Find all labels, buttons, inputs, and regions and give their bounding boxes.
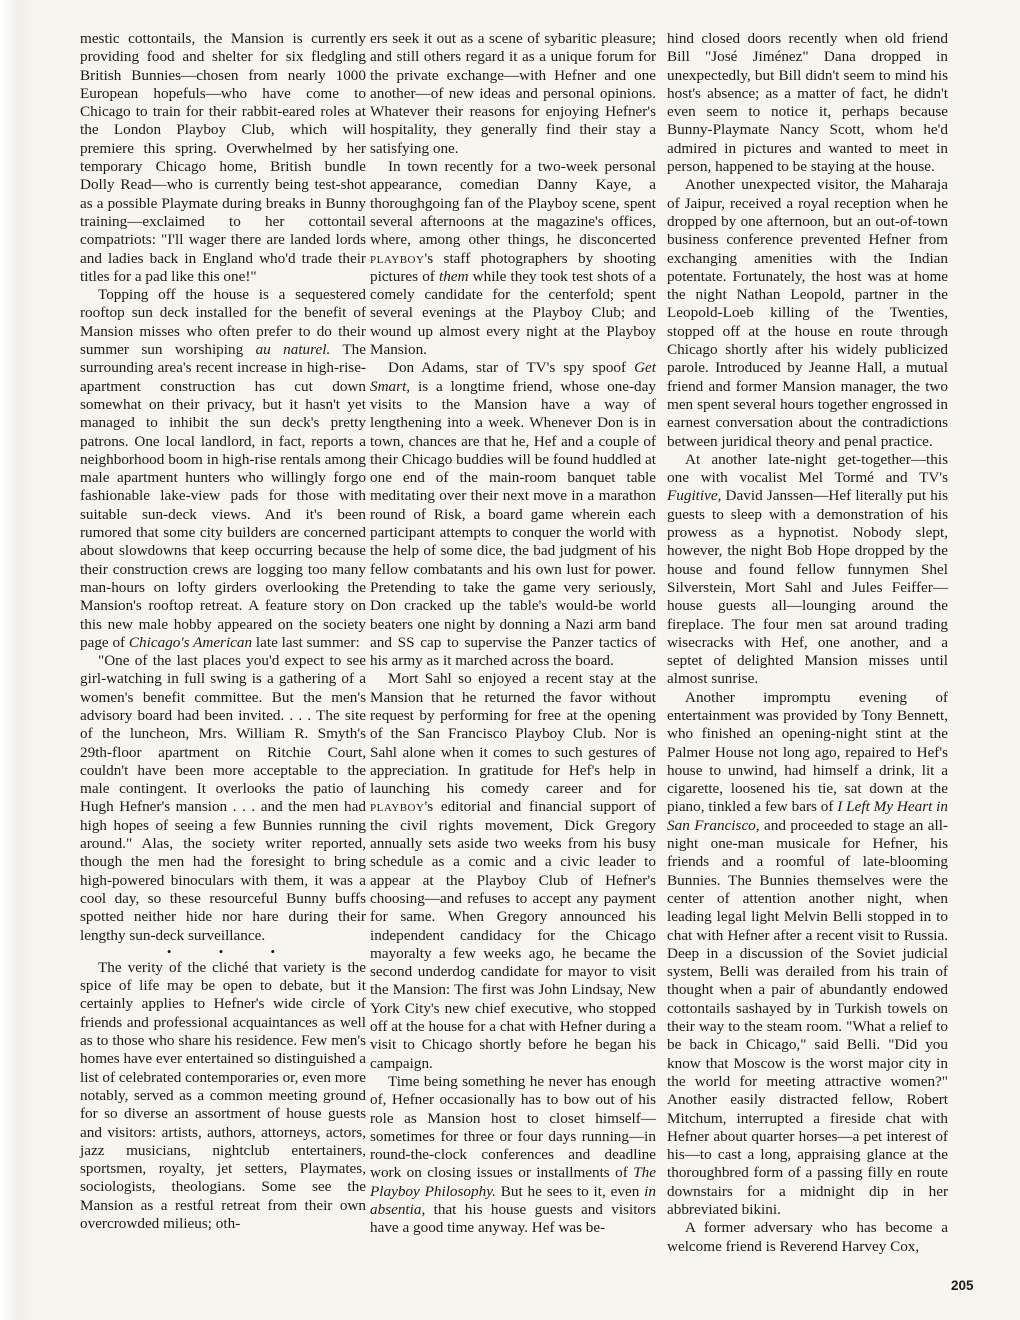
paragraph: The verity of the cliché that variety is the spice of life may be open to debate, but it certainly applies to Hefner's wide circle of friends and professional acquaintances as well as to those who share his residence. Few men's homes have ever entertained so distinguished a list of celebrated contemporaries or, even more notably, served as a common meeting ground for so diverse an assortment of house guests and visitors: artists, authors, attorneys, actors, jazz musicians, nightclub entertainers, sportsmen, royalty, jet setters, Playmates, sociologists, theologians. Some see the Mansion as a restful retreat from their own overcrowded milieus; oth- [80, 958, 366, 1232]
paragraph: Another impromptu evening of entertainment was provided by Tony Bennett, who finished an opening-night stint at the Palmer House not long ago, repaired to Hef's house to unwind, had himself a drink, lit a cigarette, loosened his tie, sat down at the piano, tinkled a few bars of I Left My Heart in San Francisco, and proceeded to stage an all-night one-man musicale for Hefner, his friends and a roomful of late-blooming Bunnies. The Bunnies themselves were the center of attention another night, when leading legal light Melvin Belli stopped in to chat with Hefner after a recent visit to Russia. Deep in a discussion of the Soviet judicial system, Belli was derailed from his train of thought when a pair of abundantly endowed cottontails sashayed by in Turkish towels on their way to the steam room. "What a relief to be back in Chicago," said Belli. "Did you know that Moscow is the worst major city in the world for meeting attractive women?" Another easily distracted fellow, Robert Mitchum, interrupted a fireside chat with Hefner about quarter horses—a pet interest of his—to cast a long, appraising glance at the thoroughbred form of a passing filly en route downstairs for a midnight dip in her abbreviated bikini. [667, 688, 948, 1218]
paragraph: ers seek it out as a scene of sybaritic pleasure; and still others regard it as a unique forum for the private exchange—with Hefner and one another—of new ideas and personal opinions. Whatever their reasons for enjoying Hefner's hospitality, they generally find their stay a satisfying one. [370, 30, 656, 157]
text-column-3 [667, 30, 948, 1256]
magazine-name: playboy [370, 249, 425, 267]
paragraph: Topping off the house is a sequestered rooftop sun deck installed for the benefit of Mansion misses who often prefer to do their summer sun worshiping au naturel. The surrounding area's recent increase in high-rise-apartment construction has cut down somewhat on their privacy, but it hasn't yet managed to inhibit the sun deck's pretty patrons. One local landlord, in fact, reports a neighborhood boom in high-rise rentals among male apartment hunters who willingly forgo fashionable lake-view pads for those with suitable sun-deck views. And it's been rumored that some city builders are concerned about slowdowns that keep occurring because their construction crews are logging too many man-hours on lofty girders overlooking the Mansion's rooftop retreat. A feature story on this new male hobby appeared on the society page of Chicago's American late last summer: [80, 286, 366, 651]
paragraph: Another unexpected visitor, the Maharaja of Jaipur, received a royal reception when he dropped by one afternoon, but an out-of-town business conference prevented Hefner from exchanging amenities with the Indian potentate. Fortunately, the host was at home the night Nathan Leopold, partner in the Leopold-Loeb killing of the Twenties, stopped off at the house en route through Chicago shortly after his widely publicized parole. Introduced by Jeanne Hall, a mutual friend and former Mansion manager, the two men spent several hours together engrossed in earnest conversation about the contradictions between juridical theory and penal practice. [667, 176, 948, 450]
text-column-2 [370, 30, 656, 1238]
paragraph: hind closed doors recently when old friend Bill "José Jiménez" Dana dropped in unexpectedly, but Bill didn't seem to mind his host's absence; as a matter of fact, he didn't even seem to notice it, perhaps because Bunny-Playmate Nancy Scott, whom he'd admired in pictures and wanted to meet in person, happened to be staying at the house. [667, 30, 948, 176]
magazine-name: playboy [370, 798, 425, 816]
paragraph: At another late-night get-together—this one with vocalist Mel Tormé and TV's Fugitive, David Janssen—Hef literally put his guests to sleep with a demonstration of his prowess as a hypnotist. Nobody slept, however, the night Bob Hope dropped by the house and found fellow funnymen Shel Silverstein, Mort Sahl and Jules Feiffer—house guests all—lounging around the fireplace. The four men sat around trading wisecracks with Hef, one another, and a septet of delighted Mansion misses until almost sunrise. [667, 450, 948, 688]
paragraph: Time being something he never has enough of, Hefner occasionally has to bow out of his role as Mansion host to closet himself—sometimes for three or four days running—in round-the-clock conferences and deadline work on closing issues or installments of The Playboy Philosophy. But he sees to it, even in absentia, that his house guests and visitors have a good time anyway. Hef was be- [370, 1072, 656, 1237]
text-column-1 [80, 30, 366, 1233]
paragraph: Mort Sahl so enjoyed a recent stay at the Mansion that he returned the favor without request by performing for free at the opening of the San Francisco Playboy Club. Nor is Sahl alone when it comes to such gestures of appreciation. In gratitude for Hef's help in launching his comedy career and for playboy's editorial and financial support of the civil rights movement, Dick Gregory annually sets aside two weeks from his busy schedule as a comic and a civic leader to appear at the Playboy Club of Hefner's choosing—and refuses to accept any payment for same. When Gregory announced his independent candidacy for the Chicago mayoralty a few weeks ago, he became the second underdog candidate for mayor to visit the Mansion: The first was John Lindsay, New York City's new chief executive, who stopped off at the house for a chat with Hefner during a visit to Chicago shortly before he began his campaign. [370, 670, 656, 1072]
paragraph: mestic cottontails, the Mansion is currently providing food and shelter for six fledgling British Bunnies—chosen from nearly 1000 European hopefuls—who have come to Chicago to train for their rabbit-eared roles at the London Playboy Club, which will premiere this spring. Overwhelmed by her temporary Chicago home, British bundle Dolly Read—who is currently being test-shot as a possible Playmate during breaks in Bunny training—exclaimed to her cottontail compatriots: "I'll wager there are landed lords and ladies back in England who'd trade their titles for a pad like this one!" [80, 30, 366, 285]
section-separator: • • • [166, 943, 298, 959]
paragraph: In town recently for a two-week personal appearance, comedian Danny Kaye, a thoroughgoing fan of the Playboy scene, spent several afternoons at the magazine's offices, where, among other things, he disconcerted playboy's staff photographers by shooting pictures of them while they took test shots of a comely candidate for the centerfold; spent several evenings at the Playboy Club; and wound up almost every night at the Playboy Mansion. [370, 158, 656, 359]
page-number: 205 [951, 1278, 974, 1293]
paragraph: Don Adams, star of TV's spy spoof Get Smart, is a longtime friend, whose one-day visits to the Mansion have a way of lengthening into a week. Whenever Don is in town, chances are that he, Hef and a couple of their Chicago buddies will be found huddled at one end of the main-room banquet table meditating over their next move in a marathon round of Risk, a board game wherein each participant attempts to conquer the world with the help of some dice, the bad judgment of his fellow combatants and his own lust for power. Pretending to take the game very seriously, Don cracked up the table's would-be world beaters one night by donning a Nazi arm band and SS cap to supervise the Panzer tactics of his army as it marched across the board. [370, 359, 656, 670]
paragraph: A former adversary who has become a welcome friend is Reverend Harvey Cox, [667, 1219, 948, 1255]
page-gutter-shadow [0, 0, 34, 1320]
paragraph: "One of the last places you'd expect to see girl-watching in full swing is a gathering of a women's benefit committee. But the men's advisory board had been invited. . . . The site of the luncheon, Mrs. William R. Smyth's 29th-floor apartment on Ritchie Court, couldn't have been more acceptable to the male contingent. It overlooks the patio of Hugh Hefner's mansion . . . and the men had high hopes of seeing a few Bunnies running around." Alas, the society writer reported, though the men had the foresight to bring high-powered binoculars with them, it was a cool day, so these resourceful Bunny buffs spotted neither hide nor hare during their lengthy sun-deck surveillance. [80, 652, 366, 944]
